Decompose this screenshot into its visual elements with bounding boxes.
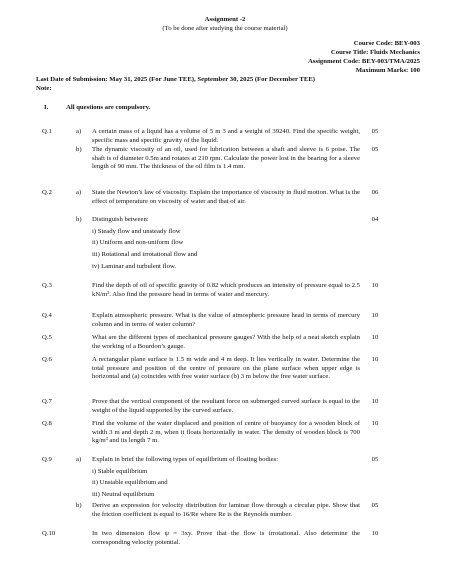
- question-marks: 10: [371, 420, 379, 427]
- question-number: Q.3: [42, 282, 52, 289]
- question-part: b): [76, 216, 82, 223]
- question-part: a): [76, 128, 82, 135]
- question-marks: 05: [371, 146, 379, 153]
- sub-item: ii) Unstable equilibrium and: [92, 479, 168, 487]
- question-text: The dynamic viscosity of an oil, used for lubrication between a shaft and sleeve is 6 poise. The shaft is of diameter 0.5m and rotates at 210 rpm. Calculate the power lost in the bearing for a sleeve length of 90 mm. The thickness of the oil film is 1.4 mm.: [92, 146, 360, 171]
- question-text: Find the depth of oil of specific gravity of 0.82 which produces an intensity of pressure equal to 2.5 kN/m². Also find the pressure head in terms of water and mercury.: [92, 282, 360, 298]
- question-text: Distinguish between: i) Steady flow and unsteady flow ii) Uniform and non-uniform flow iii) Rotational and irrotational flow and iv) Laminar and turbulent flow.: [92, 216, 360, 272]
- sub-item: i) Steady flow and unsteady flow: [92, 227, 181, 235]
- assignment-code: Assignment Code: BEY-003/TMA/2025: [308, 58, 420, 65]
- sub-item: ii) Uniform and non-uniform flow: [92, 239, 184, 247]
- question-marks: 10: [371, 334, 379, 341]
- course-title: Course Title: Fluids Mechanics: [330, 49, 420, 56]
- instruction-text: All questions are compulsory.: [66, 104, 151, 111]
- question-marks: 05: [371, 128, 379, 135]
- instruction-number: I.: [44, 104, 49, 111]
- question-text: Explain in brief the following types of equilibrium of floating bodies: i) Stable equilibrium ii) Unstable equilibrium and iii) Neutral equilibrium: [92, 456, 360, 500]
- question-marks: 10: [371, 282, 379, 289]
- question-part: b): [76, 502, 82, 509]
- question-marks: 04: [371, 216, 379, 223]
- question-part: b): [76, 146, 82, 153]
- question-marks: 05: [371, 502, 379, 509]
- question-number: Q.6: [42, 356, 52, 363]
- question-number: Q.8: [42, 420, 52, 427]
- question-text: State the Newton’s law of viscosity. Explain the importance of viscosity in fluid motion. What is the effect of temperature on viscosity of water and that of air.: [92, 189, 361, 205]
- question-marks: 10: [371, 312, 379, 319]
- question-number: Q.9: [42, 456, 52, 463]
- submission-date: Last Date of Submission: May 31, 2025 (For June TEE), September 30, 2025 (For December TEE): [36, 76, 316, 83]
- question-part: a): [76, 189, 82, 196]
- question-number: Q.7: [42, 398, 52, 405]
- question-number: Q.1: [42, 128, 52, 135]
- sub-item: iii) Rotational and irrotational flow and: [92, 251, 198, 259]
- assignment-subtitle: (To be done after studying the course material): [162, 25, 288, 32]
- question-marks: 10: [371, 398, 379, 405]
- sub-item: i) Stable equilibrium: [92, 467, 148, 475]
- question-number: Q.5: [42, 334, 52, 341]
- question-text: A rectangular plane surface is 1.5 m wide and 4 m deep. It lies vertically in water. Determine the total pressure and position of the centre of pressure on the plane surface when upper edge is horizontal and (a) coincides with free water surface (b) 3 m below the free water surface.: [92, 356, 360, 381]
- question-marks: 06: [371, 189, 379, 196]
- question-text: A certain mass of a liquid has a volume of 5 m 3 and a weight of 39240. Find the specific weight, specific mass and specific gravity of the liquid.: [92, 128, 360, 144]
- question-text: In two dimension flow ψ = 3xy. Prove that the flow is irrotational. Also determine the corresponding velocity potential.: [92, 530, 360, 546]
- question-text: Prove that the vertical component of the resultant force on submerged curved surface is equal to the weight of the liquid supported by the curved surface.: [92, 398, 360, 414]
- note-label: Note:: [36, 85, 52, 92]
- question-part: a): [76, 456, 82, 463]
- question-text: What are the different types of mechanical pressure gauges? With the help of a neat sketch explain the working of a Bourdon’s gauge.: [92, 334, 360, 350]
- question-text: Explain atmospheric pressure. What is the value of atmospheric pressure head in terms of mercury column and in terms of water column?: [92, 312, 360, 328]
- course-code: Course Code: BEY-003: [353, 40, 420, 47]
- sub-item: iv) Laminar and turbulent flow.: [92, 262, 177, 270]
- question-marks: 10: [371, 530, 379, 537]
- question-number: Q.10: [42, 530, 56, 537]
- question-number: Q.4: [42, 312, 52, 319]
- question-marks: 10: [371, 356, 379, 363]
- question-text: Derive an expression for velocity distribution for laminar flow through a circular pipe. Show that the friction coefficient is equal to 16/Re where Re is the Reynolds number.: [92, 502, 360, 518]
- question-marks: 05: [371, 456, 379, 463]
- maximum-marks: Maximum Marks: 100: [355, 67, 420, 74]
- question-text: Find the volume of the water displaced and position of centre of buoyancy for a wooden block of width 3 m and depth 2 m, when it floats horizontally in water. The density of wooden block is 700 kg/m³ and its length 7 m.: [92, 420, 360, 445]
- sub-item: iii) Neutral equilibrium: [92, 491, 155, 499]
- question-number: Q.2: [42, 189, 52, 196]
- assignment-title: Assignment -2: [204, 16, 246, 23]
